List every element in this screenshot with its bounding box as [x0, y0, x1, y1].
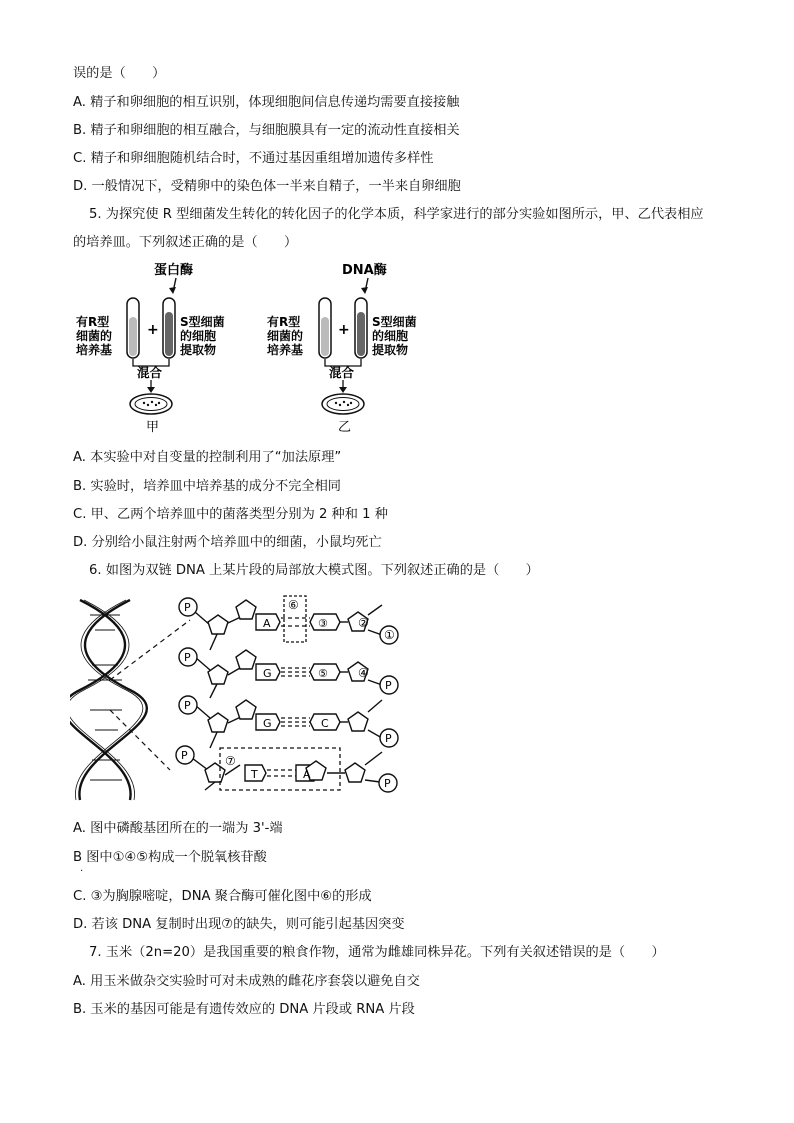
base-label: A	[303, 768, 311, 781]
q7-option-a: A. 用玉米做杂交实验时可对未成熟的雌花序套袋以避免自交	[73, 974, 420, 989]
s-label-1: S型细菌	[372, 315, 417, 329]
base-label: T	[251, 768, 258, 781]
label-1: ①	[384, 628, 395, 642]
q7-stem: 7. 玉米（2n=20）是我国重要的粮食作物，通常为雌雄同株异花。下列有关叙述错误的是（ ）	[89, 945, 665, 960]
plus-sign: +	[147, 322, 159, 338]
q4-option-b: B. 精子和卵细胞的相互融合，与细胞膜具有一定的流动性直接相关	[73, 123, 460, 138]
base-label: G	[263, 667, 272, 680]
r-label-1: 有R型	[76, 315, 110, 329]
s-label-2: 的细胞	[180, 329, 217, 343]
helix-rungs	[88, 615, 122, 780]
stray-dot: .	[80, 863, 84, 874]
q6-option-d: D. 若该 DNA 复制时出现⑦的缺失，则可能引起基因突变	[73, 917, 405, 932]
dish-label: 乙	[338, 420, 352, 435]
label-6: ⑥	[288, 598, 299, 612]
r-label-3: 培养基	[267, 343, 304, 357]
q5-stem-cont: 的培养皿。下列叙述正确的是（ ）	[73, 235, 298, 250]
mix-label: 混合	[329, 365, 355, 380]
r-label-2: 细菌的	[267, 329, 304, 343]
q6-option-c: C. ③为胸腺嘧啶，DNA 聚合酶可催化图中⑥的形成	[73, 889, 372, 904]
s-label-3: 提取物	[180, 343, 217, 357]
phosphate-label: P	[184, 651, 191, 664]
enzyme-label: DNA酶	[342, 263, 387, 278]
phosphate-label: P	[385, 679, 392, 692]
base-label: G	[263, 717, 272, 730]
s-label-3: 提取物	[372, 343, 409, 357]
left-phosphates	[176, 598, 197, 764]
q4-option-a: A. 精子和卵细胞的相互识别，体现细胞间信息传递均需要直接接触	[73, 95, 460, 110]
base-label: C	[321, 717, 329, 730]
q4-option-c: C. 精子和卵细胞随机结合时，不通过基因重组增加遗传多样性	[73, 151, 434, 166]
dish-label: 甲	[146, 420, 160, 435]
r-label-2: 细菌的	[76, 329, 113, 343]
phosphate-label: P	[184, 699, 191, 712]
q5-option-a: A. 本实验中对自变量的控制利用了“加法原理”	[73, 450, 342, 465]
q6-option-b: B 图中①④⑤构成一个脱氧核苷酸	[73, 850, 267, 865]
label-3: ③	[318, 617, 328, 630]
q5-setup-left	[76, 262, 225, 435]
enzyme-label: 蛋白酶	[154, 263, 194, 278]
phosphate-label: P	[385, 732, 392, 745]
q5-stem: 5. 为探究使 R 型细菌发生转化的转化因子的化学本质，科学家进行的部分实验如图所示，甲、乙代表相应	[89, 207, 704, 222]
label-4: ④	[358, 666, 369, 680]
q5-option-d: D. 分别给小鼠注射两个培养皿中的细菌，小鼠均死亡	[73, 535, 382, 550]
mix-label: 混合	[137, 365, 163, 380]
q4-option-d: D. 一般情况下，受精卵中的染色体一半来自精子，一半来自卵细胞	[73, 179, 461, 194]
r-label-1: 有R型	[267, 315, 301, 329]
s-label-1: S型细菌	[180, 315, 225, 329]
label-7: ⑦	[225, 754, 236, 768]
q5-setup-right	[267, 262, 417, 435]
q5-figure	[70, 262, 450, 442]
r-label-3: 培养基	[76, 343, 113, 357]
right-phosphates	[379, 626, 398, 792]
label-5: ⑤	[318, 667, 328, 680]
label-2: ②	[358, 616, 369, 630]
q7-option-b: B. 玉米的基因可能是有遗传效应的 DNA 片段或 RNA 片段	[73, 1002, 415, 1017]
phosphate-label: P	[384, 777, 391, 790]
q5-option-b: B. 实验时，培养皿中培养基的成分不完全相同	[73, 479, 341, 494]
plus-sign: +	[338, 322, 350, 338]
q6-option-a: A. 图中磷酸基团所在的一端为 3'-端	[73, 821, 283, 836]
base-label: A	[263, 617, 271, 630]
q5-option-c: C. 甲、乙两个培养皿中的菌落类型分别为 2 种和 1 种	[73, 507, 388, 522]
phosphate-label: P	[184, 601, 191, 614]
s-label-2: 的细胞	[372, 329, 409, 343]
q6-dna-figure	[70, 590, 410, 810]
left-strand	[192, 612, 245, 790]
q6-stem: 6. 如图为双链 DNA 上某片段的局部放大模式图。下列叙述正确的是（ ）	[89, 563, 539, 578]
phosphate-label: P	[181, 749, 188, 762]
q4-stem-tail: 误的是（ ）	[73, 66, 166, 81]
